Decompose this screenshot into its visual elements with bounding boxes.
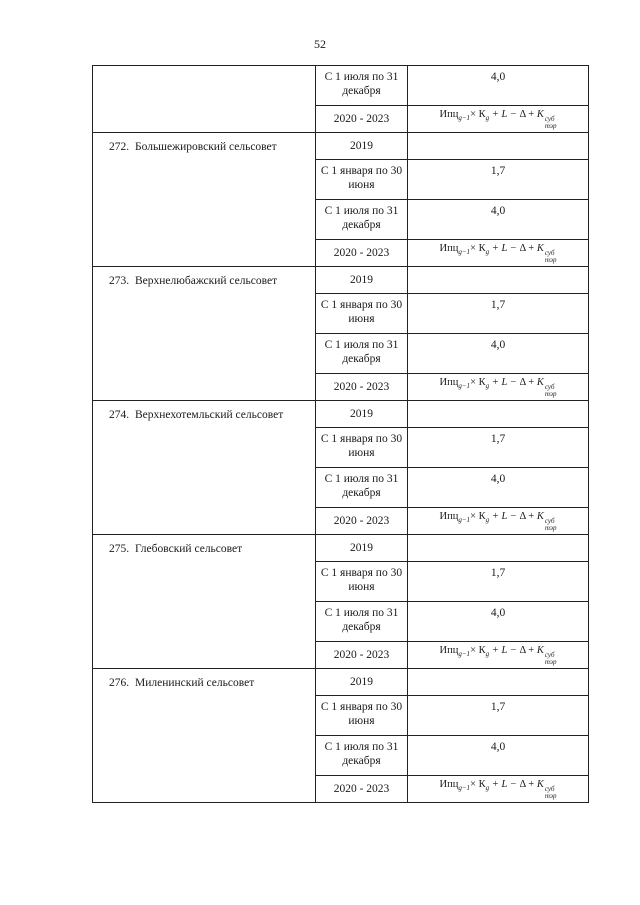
formula-kt-sub: тэр (544, 256, 557, 264)
period-cell: С 1 января по 30 июня (316, 696, 408, 736)
formula-k-sub: g (485, 114, 490, 122)
settlement-name-cell (93, 133, 316, 267)
period-cell: С 1 января по 30 июня (316, 428, 408, 468)
formula-ipc: Ипц (439, 779, 459, 790)
formula-kt-indices (545, 652, 557, 666)
formula-kt-sub: тэр (544, 792, 557, 800)
formula-delta: Δ (519, 243, 526, 254)
formula-ipc-sub: g−1 (458, 516, 471, 524)
formula-plus-l: + L − (491, 645, 517, 656)
value-cell: 1,7 (408, 428, 589, 468)
period-cell: С 1 июля по 31 декабря (316, 602, 408, 642)
value-cell: 4,0 (408, 66, 589, 106)
formula-ipc-sub: g−1 (458, 248, 471, 256)
value-cell (408, 535, 589, 562)
formula-kt-sup: суб (544, 785, 555, 793)
settlement-name-cell (93, 535, 316, 669)
formula-times: × (470, 109, 476, 120)
formula-kt-sup: суб (544, 115, 555, 123)
formula-delta: Δ (519, 779, 526, 790)
formula-plus-l: + L − (491, 377, 517, 388)
period-cell: 2019 (316, 401, 408, 428)
table-row (93, 66, 589, 106)
formula-ipc-sub: g−1 (458, 382, 471, 390)
formula-plus: + (528, 511, 535, 522)
value-cell: 1,7 (408, 562, 589, 602)
settlement-name: Глебовский сельсовет (135, 543, 243, 555)
table-row (93, 669, 589, 696)
period-cell: С 1 июля по 31 декабря (316, 66, 408, 106)
settlement-name: Миленинский сельсовет (135, 677, 255, 689)
formula-kt-indices (545, 116, 557, 130)
formula-delta: Δ (519, 511, 526, 522)
formula-kt: K (536, 243, 544, 254)
formula-kt-sup: суб (544, 249, 555, 257)
period-cell: 2019 (316, 267, 408, 294)
period-cell: С 1 января по 30 июня (316, 160, 408, 200)
period-cell: 2020 - 2023 (316, 642, 408, 669)
value-cell (408, 267, 589, 294)
formula-k-sub: g (485, 382, 490, 390)
formula-ipc: Ипц (439, 243, 459, 254)
formula-k: К (478, 377, 486, 388)
entry-number: 274. (109, 409, 130, 421)
period-cell: 2019 (316, 133, 408, 160)
value-cell: 1,7 (408, 696, 589, 736)
entry-number: 272. (109, 141, 130, 153)
formula-plus-l: + L − (491, 511, 517, 522)
formula-ipc-sub: g−1 (458, 650, 471, 658)
formula-ipc-sub: g−1 (458, 114, 471, 122)
formula-k-sub: g (485, 650, 490, 658)
period-cell: С 1 июля по 31 декабря (316, 468, 408, 508)
table-row (93, 133, 589, 160)
formula-k-sub: g (485, 248, 490, 256)
formula-k: К (478, 779, 486, 790)
entry-number: 273. (109, 275, 130, 287)
formula-ipc-sub: g−1 (458, 784, 471, 792)
period-cell: С 1 июля по 31 декабря (316, 334, 408, 374)
value-cell (408, 133, 589, 160)
tariff-table-body (93, 66, 589, 803)
formula-plus: + (528, 243, 535, 254)
settlement-name-cell (93, 267, 316, 401)
value-cell (408, 669, 589, 696)
formula-k: К (478, 511, 486, 522)
formula-plus: + (528, 109, 535, 120)
formula-kt-sup: суб (544, 651, 555, 659)
tariff-formula (408, 642, 589, 669)
period-cell: 2020 - 2023 (316, 240, 408, 267)
formula-ipc: Ипц (439, 377, 459, 388)
formula-kt-sub: тэр (544, 122, 557, 130)
formula-times: × (470, 645, 476, 656)
tariff-formula (408, 374, 589, 401)
formula-times: × (470, 243, 476, 254)
formula-times: × (470, 511, 476, 522)
formula-kt-sub: тэр (544, 658, 557, 666)
formula-kt: K (536, 109, 544, 120)
value-cell: 1,7 (408, 294, 589, 334)
value-cell (408, 401, 589, 428)
table-row (93, 267, 589, 294)
tariff-formula (408, 776, 589, 803)
formula-kt-indices (545, 250, 557, 264)
formula-kt-indices (545, 518, 557, 532)
period-cell: 2020 - 2023 (316, 776, 408, 803)
period-cell: 2019 (316, 669, 408, 696)
formula-times: × (470, 779, 476, 790)
settlement-name: Верхнехотемльский сельсовет (135, 409, 284, 421)
formula-plus: + (528, 377, 535, 388)
formula-plus-l: + L − (491, 109, 517, 120)
value-cell: 4,0 (408, 602, 589, 642)
period-cell: С 1 января по 30 июня (316, 294, 408, 334)
formula-k-sub: g (485, 784, 490, 792)
value-cell: 1,7 (408, 160, 589, 200)
formula-kt-sup: суб (544, 517, 555, 525)
formula-plus: + (528, 779, 535, 790)
period-cell: С 1 июля по 31 декабря (316, 736, 408, 776)
tariff-formula (408, 508, 589, 535)
value-cell: 4,0 (408, 468, 589, 508)
tariff-formula (408, 240, 589, 267)
settlement-name: Верхнелюбажский сельсовет (135, 275, 278, 287)
formula-k: К (478, 243, 486, 254)
table-row (93, 401, 589, 428)
formula-delta: Δ (519, 377, 526, 388)
name-cell-empty (93, 66, 316, 133)
period-cell: С 1 июля по 31 декабря (316, 200, 408, 240)
formula-plus-l: + L − (491, 243, 517, 254)
value-cell: 4,0 (408, 736, 589, 776)
value-cell: 4,0 (408, 200, 589, 240)
page-number: 52 (314, 37, 326, 51)
formula-kt-sup: суб (544, 383, 555, 391)
entry-number: 275. (109, 543, 130, 555)
formula-kt: K (536, 511, 544, 522)
formula-plus: + (528, 645, 535, 656)
formula-k: К (478, 109, 486, 120)
settlement-name-cell (93, 669, 316, 803)
formula-kt-sub: тэр (544, 524, 557, 532)
period-cell: С 1 января по 30 июня (316, 562, 408, 602)
formula-k: К (478, 645, 486, 656)
formula-k-sub: g (485, 516, 490, 524)
formula-ipc: Ипц (439, 511, 459, 522)
formula-times: × (470, 377, 476, 388)
formula-kt: K (536, 779, 544, 790)
formula-kt-sub: тэр (544, 390, 557, 398)
period-cell: 2019 (316, 535, 408, 562)
settlement-name: Большежировский сельсовет (135, 141, 277, 153)
formula-plus-l: + L − (491, 779, 517, 790)
formula-kt-indices (545, 786, 557, 800)
formula-ipc: Ипц (439, 109, 459, 120)
formula-kt: K (536, 377, 544, 388)
formula-ipc: Ипц (439, 645, 459, 656)
formula-kt: K (536, 645, 544, 656)
tariff-table (92, 65, 589, 803)
formula-delta: Δ (519, 109, 526, 120)
settlement-name-cell (93, 401, 316, 535)
table-row (93, 535, 589, 562)
period-cell: 2020 - 2023 (316, 106, 408, 133)
period-cell: 2020 - 2023 (316, 508, 408, 535)
period-cell: 2020 - 2023 (316, 374, 408, 401)
formula-kt-indices (545, 384, 557, 398)
tariff-formula (408, 106, 589, 133)
entry-number: 276. (109, 677, 130, 689)
value-cell: 4,0 (408, 334, 589, 374)
formula-delta: Δ (519, 645, 526, 656)
